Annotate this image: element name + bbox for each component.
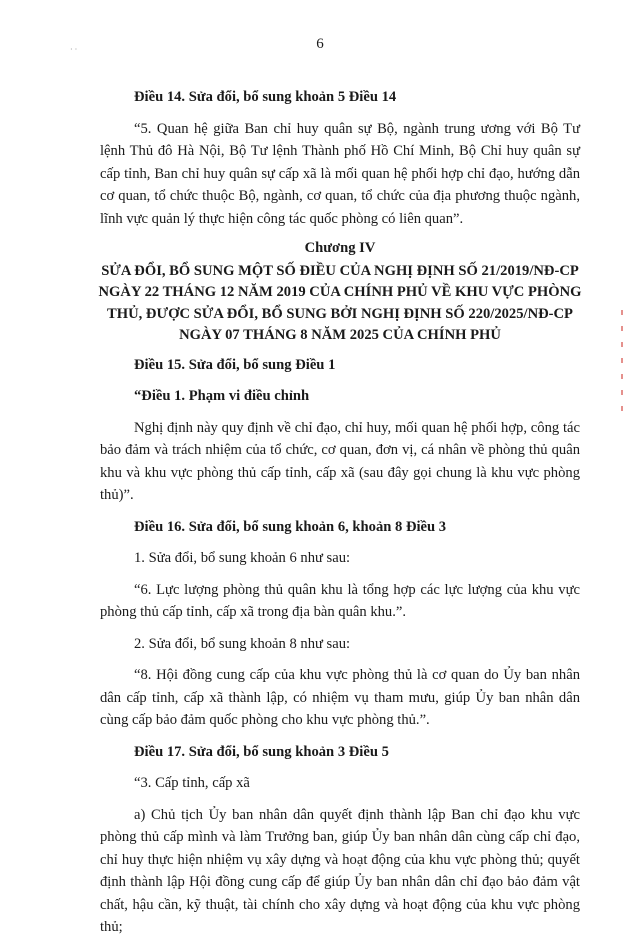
article-1-scope-para: Nghị định này quy định về chỉ đạo, chỉ huy, mối quan hệ phối hợp, công tác bảo đảm và trách nhiệm của tổ chức, cơ quan, đơn vị, cá nhân về phòng thủ quân khu và khu vực phòng thủ cấp tỉnh, cấp xã (sau đây gọi chung là khu vực phòng thủ)”. bbox=[100, 419, 580, 503]
margin-stamp-marks bbox=[618, 310, 626, 422]
article-14-title: Điều 14. Sửa đổi, bổ sung khoản 5 Điều 14 bbox=[134, 89, 397, 105]
chapter-subtitle: SỬA ĐỔI, BỔ SUNG MỘT SỐ ĐIỀU CỦA NGHỊ ĐỊNH SỐ 21/2019/NĐ-CP NGÀY 22 THÁNG 12 NĂM 2019 CỦA CHÍNH PHỦ VỀ KHU VỰC PHÒNG THỦ, ĐƯỢC SỬA ĐỔI, BỔ SUNG BỞI NGHỊ ĐỊNH SỐ 220/2025/NĐ-CP NGÀY 07 THÁNG 8 NĂM 2025 CỦA CHÍNH PHỦ bbox=[98, 262, 582, 343]
article-16-item-1: 1. Sửa đổi, bổ sung khoản 6 như sau: bbox=[134, 550, 351, 566]
article-17-clause-3-heading: “3. Cấp tỉnh, cấp xã bbox=[134, 775, 250, 791]
chapter-title: Chương IV bbox=[304, 240, 376, 256]
article-14-clause-5: “5. Quan hệ giữa Ban chỉ huy quân sự Bộ, ngành trung ương với Bộ Tư lệnh Thủ đô Hà Nội, Bộ Tư lệnh Thành phố Hồ Chí Minh, Bộ Chỉ huy quân sự cấp tỉnh, Ban chỉ huy quân sự cấp xã là mối quan hệ phối hợp chỉ đạo, hướng dẫn cơ quan, tổ chức thuộc Bộ, ngành, cơ quan, tổ chức của địa phương thuộc ngành, lĩnh vực quản lý thực hiện công tác quốc phòng có liên quan”. bbox=[100, 120, 580, 227]
article-17-title: Điều 17. Sửa đổi, bổ sung khoản 3 Điều 5 bbox=[134, 743, 389, 760]
article-16-clause-6: “6. Lực lượng phòng thủ quân khu là tổng hợp các lực lượng của khu vực phòng thủ cấp tỉnh, cấp xã trong địa bàn quân khu.”. bbox=[100, 581, 580, 620]
article-17-point-a: a) Chủ tịch Ủy ban nhân dân quyết định thành lập Ban chỉ đạo khu vực phòng thủ cấp mình và làm Trưởng ban, giúp Ủy ban nhân dân cùng cấp chỉ đạo, chỉ huy thực hiện nhiệm vụ xây dựng và hoạt động của khu vực phòng thủ; quyết định thành lập Hội đồng cung cấp để giúp Ủy ban nhân dân chỉ đạo bảo đảm vật chất, hậu cần, kỹ thuật, tài chính cho xây dựng và hoạt động của khu vực phòng thủ; bbox=[100, 806, 580, 935]
article-16-item-2: 2. Sửa đổi, bổ sung khoản 8 như sau: bbox=[134, 635, 351, 652]
article-1-quoted-title: “Điều 1. Phạm vi điều chỉnh bbox=[134, 388, 310, 404]
article-16-clause-8: “8. Hội đồng cung cấp của khu vực phòng thủ là cơ quan do Ủy ban nhân dân cấp tỉnh, cấp xã thành lập, có nhiệm vụ tham mưu, giúp Ủy ban nhân dân cùng cấp bảo đảm quốc phòng cho khu vực phòng thủ.”. bbox=[100, 667, 580, 728]
scan-speck: · · bbox=[70, 45, 78, 54]
document-body bbox=[100, 86, 580, 948]
article-16-title: Điều 16. Sửa đổi, bổ sung khoản 6, khoản 8 Điều 3 bbox=[134, 518, 447, 535]
page-number: 6 bbox=[316, 36, 324, 52]
article-15-title: Điều 15. Sửa đổi, bổ sung Điều 1 bbox=[134, 356, 336, 373]
